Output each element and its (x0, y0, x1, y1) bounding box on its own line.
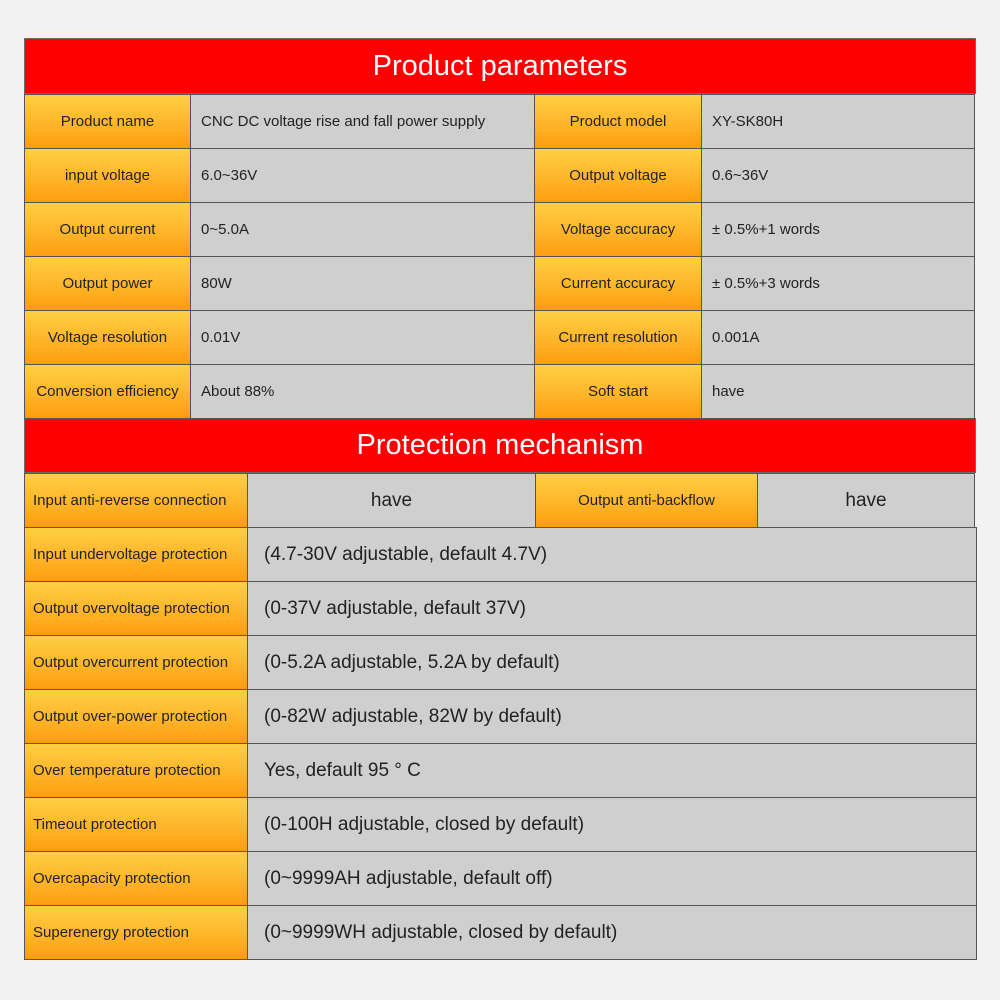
protection-label: Superenergy protection (24, 905, 248, 960)
param-label: Conversion efficiency (24, 364, 191, 419)
protection-label: Input undervoltage protection (24, 527, 248, 582)
param-label: Current resolution (534, 310, 702, 365)
protection-value: have (757, 473, 975, 528)
param-row (24, 256, 976, 310)
protection-value: (0-37V adjustable, default 37V) (247, 581, 977, 636)
protection-label: Input anti-reverse connection (24, 473, 248, 528)
product-parameters-table (24, 94, 976, 418)
protection-row (24, 905, 976, 959)
param-value: XY-SK80H (701, 94, 975, 149)
param-value: 0~5.0A (190, 202, 535, 257)
protection-row (24, 473, 976, 527)
protection-row (24, 527, 976, 581)
param-label: Voltage accuracy (534, 202, 702, 257)
protection-value: (4.7-30V adjustable, default 4.7V) (247, 527, 977, 582)
param-value: 0.01V (190, 310, 535, 365)
spec-sheet (24, 38, 976, 959)
param-row (24, 364, 976, 418)
protection-row (24, 851, 976, 905)
param-value: ± 0.5%+1 words (701, 202, 975, 257)
protection-label: Timeout protection (24, 797, 248, 852)
param-value: ± 0.5%+3 words (701, 256, 975, 311)
protection-value: (0~9999WH adjustable, closed by default) (247, 905, 977, 960)
protection-label: Output overcurrent protection (24, 635, 248, 690)
protection-row (24, 581, 976, 635)
protection-label: Output over-power protection (24, 689, 248, 744)
param-value: About 88% (190, 364, 535, 419)
param-value: 6.0~36V (190, 148, 535, 203)
param-value: 0.001A (701, 310, 975, 365)
param-label: Soft start (534, 364, 702, 419)
param-label: Voltage resolution (24, 310, 191, 365)
protection-value: Yes, default 95 ° C (247, 743, 977, 798)
protection-value: (0-100H adjustable, closed by default) (247, 797, 977, 852)
param-value: 0.6~36V (701, 148, 975, 203)
param-label: Output current (24, 202, 191, 257)
protection-label: Output anti-backflow (535, 473, 758, 528)
product-parameters-title: Product parameters (24, 38, 976, 94)
param-value: 80W (190, 256, 535, 311)
param-label: Output voltage (534, 148, 702, 203)
protection-label: Overcapacity protection (24, 851, 248, 906)
param-row (24, 202, 976, 256)
param-label: Current accuracy (534, 256, 702, 311)
param-value: have (701, 364, 975, 419)
protection-mechanism-title: Protection mechanism (24, 418, 976, 473)
protection-value: (0~9999AH adjustable, default off) (247, 851, 977, 906)
param-label: Product model (534, 94, 702, 149)
protection-label: Output overvoltage protection (24, 581, 248, 636)
protection-row (24, 743, 976, 797)
protection-row (24, 635, 976, 689)
protection-table (24, 473, 976, 959)
param-label: Product name (24, 94, 191, 149)
param-label: Output power (24, 256, 191, 311)
protection-value: (0-5.2A adjustable, 5.2A by default) (247, 635, 977, 690)
param-row (24, 148, 976, 202)
protection-label: Over temperature protection (24, 743, 248, 798)
param-row (24, 94, 976, 148)
protection-row (24, 797, 976, 851)
param-label: input voltage (24, 148, 191, 203)
protection-row (24, 689, 976, 743)
param-value: CNC DC voltage rise and fall power supply (190, 94, 535, 149)
protection-value: (0-82W adjustable, 82W by default) (247, 689, 977, 744)
protection-value: have (247, 473, 536, 528)
param-row (24, 310, 976, 364)
